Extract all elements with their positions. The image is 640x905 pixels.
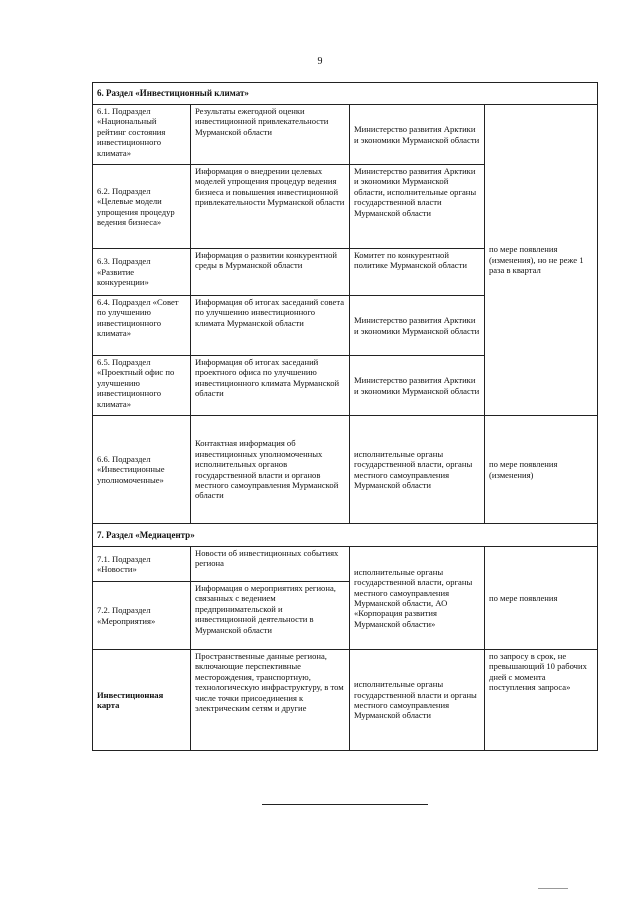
invest-map-title: Инвестиционная карта [93,650,191,751]
scan-edge-mark [538,888,568,889]
content-cell: Пространственные данные региона, включающие перспективные месторождения, транспортную, технологическую инфраструктуру, в том числе точки присоединения к электрическим сетям и другие [191,650,350,751]
page-number: 9 [317,56,323,67]
frequency-cell: по мере появления [485,547,598,650]
table-row [93,105,598,165]
responsible-cell: исполнительные органы государственной власти, органы местного самоуправления Мурманской области [350,416,485,524]
frequency-cell: по мере появления (изменения) [485,416,598,524]
section-6-header-row [93,83,598,105]
responsible-cell: Министерство развития Арктики и экономики Мурманской области [350,105,485,165]
content-cell: Новости об инвестиционных событиях региона [191,547,350,582]
content-cell: Результаты ежегодной оценки инвестиционной привлекательности Мурманской области [191,105,350,165]
responsible-cell: исполнительные органы государственной власти, органы местного самоуправления Мурманской области, АО «Корпорация развития Мурманской области» [350,547,485,650]
subsection-cell: 6.5. Подраздел «Проектный офис по улучшению инвестиционного климата» [93,356,191,416]
subsection-cell: 6.3. Подраздел «Развитие конкуренции» [93,249,191,296]
content-cell: Информация об итогах заседаний проектного офиса по улучшению инвестиционного климата Мурманской области [191,356,350,416]
subsection-cell: 6.6. Подраздел «Инвестиционные уполномоченные» [93,416,191,524]
footer-divider [262,804,428,805]
table-row [93,650,598,751]
subsection-cell: 7.1. Подраздел «Новости» [93,547,191,582]
frequency-cell: по мере появления (изменения), но не реже 1 раза в квартал [485,105,598,416]
section-7-header-row [93,524,598,547]
subsection-cell: 6.4. Подраздел «Совет по улучшению инвестиционного климата» [93,296,191,356]
subsection-cell: 6.2. Подраздел «Целевые модели упрощения процедур ведения бизнеса» [93,165,191,249]
subsection-cell: 6.1. Подраздел «Национальный рейтинг состояния инвестиционного климата» [93,105,191,165]
subsection-cell: 7.2. Подраздел «Мероприятия» [93,582,191,650]
content-cell: Контактная информация об инвестиционных уполномоченных исполнительных органов государственной власти и органов местного самоуправления Мурманской области [191,416,350,524]
sections-table [92,82,598,751]
content-cell: Информация о мероприятиях региона, связанных с ведением предпринимательской и инвестиционной деятельности в Мурманской области [191,582,350,650]
table-row [93,416,598,524]
responsible-cell: Министерство развития Арктики и экономики Мурманской области, исполнительные органы государственной власти Мурманской области [350,165,485,249]
table-row [93,547,598,582]
content-cell: Информация об итогах заседаний совета по улучшению инвестиционного климата Мурманской области [191,296,350,356]
section-7-title: 7. Раздел «Медиацентр» [93,524,598,547]
responsible-cell: Министерство развития Арктики и экономики Мурманской области [350,296,485,356]
section-6-title: 6. Раздел «Инвестиционный климат» [93,83,598,105]
responsible-cell: Комитет по конкурентной политике Мурманской области [350,249,485,296]
content-cell: Информация о внедрении целевых моделей упрощения процедур ведения бизнеса и повышения инвестиционной привлекательности Мурманской области [191,165,350,249]
frequency-cell: по запросу в срок, не превышающий 10 рабочих дней с момента поступления запроса» [485,650,598,751]
content-cell: Информация о развитии конкурентной среды в Мурманской области [191,249,350,296]
responsible-cell: исполнительные органы государственной власти и органы местного самоуправления Мурманской области [350,650,485,751]
responsible-cell: Министерство развития Арктики и экономики Мурманской области [350,356,485,416]
